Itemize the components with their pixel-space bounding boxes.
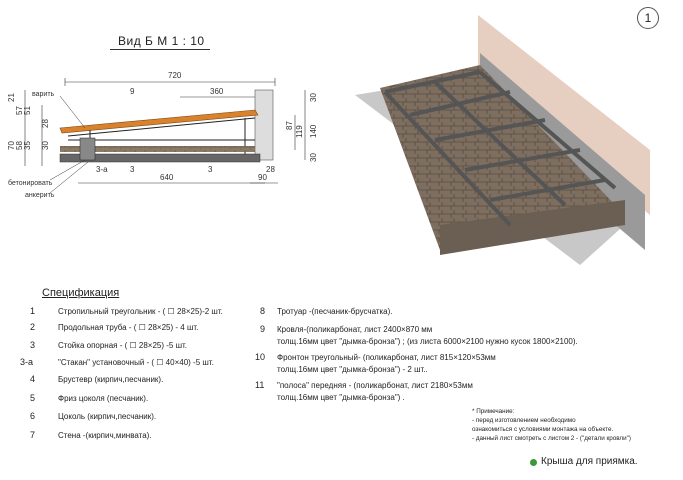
- dim-3-right: 3: [208, 165, 213, 174]
- dim-left-28: 28: [41, 119, 50, 128]
- spec-item-text: "Стакан" установочный - ( ☐ 40×40) -5 шт.: [58, 358, 214, 367]
- label-3a: 3-а: [96, 165, 108, 174]
- section-drawing: [0, 60, 340, 210]
- wall-block: [255, 90, 273, 160]
- sheet-number: 1: [637, 7, 659, 29]
- footer-title: Крыша для приямка.: [541, 456, 638, 467]
- dim-left-51: 51: [23, 106, 32, 115]
- dim-90: 90: [258, 173, 267, 182]
- dim-720: 720: [168, 71, 182, 80]
- spec-item-number: 4: [30, 374, 36, 384]
- spec-item-text: толщ.16мм цвет "дымка-бронза") .: [277, 393, 405, 402]
- spec-item-number: 10: [255, 352, 266, 362]
- notes-title: * Примечание:: [472, 408, 515, 415]
- notes-item: - данный лист смотреть с листом 2 - ("детали кровли"): [472, 435, 631, 442]
- dim-3-left: 3: [130, 165, 135, 174]
- spec-item-number: 1: [30, 306, 36, 316]
- dim-right-30: 30: [309, 93, 318, 102]
- spec-item-number: 6: [30, 411, 36, 421]
- dim-left-35: 35: [23, 141, 32, 150]
- dim-right-30b: 30: [309, 153, 318, 162]
- notes-item: ознакомиться с условиями монтажа на объекте.: [472, 426, 614, 433]
- roof-3d-render: [340, 10, 660, 272]
- dim-left-57: 57: [15, 106, 24, 115]
- spec-item-text: Кровля-(поликарбонат, лист 2400×870 мм: [277, 325, 433, 334]
- spec-item-number: 5: [30, 393, 36, 403]
- footer-bullet: [530, 459, 537, 466]
- support-post: [80, 138, 95, 160]
- view-title-underline: [110, 49, 210, 50]
- spec-item-number: 8: [260, 306, 266, 316]
- callout-ankerit: анкерить: [25, 192, 55, 199]
- dim-right-87: 87: [285, 121, 294, 130]
- callout-betonirovat: бетонировать: [8, 180, 53, 187]
- notes-item: - перед изготовлением необходимо: [472, 417, 576, 424]
- spec-item-text: толщ.16мм цвет "дымка-бронза") - 2 шт..: [277, 365, 428, 374]
- dim-left-30: 30: [41, 141, 50, 150]
- spec-item-text: Стропильный треугольник - ( ☐ 28×25)-2 шт.: [58, 307, 223, 316]
- dim-left-21: 21: [7, 93, 16, 102]
- spec-item-text: Стена -(кирпич,минвата).: [58, 431, 152, 440]
- spec-item-text: Фриз цоколя (песчаник).: [58, 394, 149, 403]
- spec-item-text: Продольная труба - ( ☐ 28×25) - 4 шт.: [58, 323, 199, 332]
- spec-item-text: "полоса" передняя - (поликарбонат, лист 2180×53мм: [277, 381, 473, 390]
- callout-varit: варить: [32, 91, 55, 98]
- dim-right-119: 119: [295, 125, 304, 138]
- spec-item-number: 11: [255, 380, 265, 390]
- spec-item-number: 3: [30, 340, 36, 350]
- dim-right-28: 28: [266, 165, 275, 174]
- spec-item-number: 7: [30, 430, 36, 440]
- notes: [472, 407, 631, 443]
- dim-left-58: 58: [15, 141, 24, 150]
- dim-640: 640: [160, 173, 174, 182]
- spec-item-text: толщ.16мм цвет "дымка-бронза") ; (из листа 6000×2100 нужно кусок 1800×2100).: [277, 337, 578, 346]
- spec-item-text: Фронтон треугольный- (поликарбонат, лист 815×120×53мм: [277, 353, 496, 362]
- spec-item-text: Цоколь (кирпич,песчаник).: [58, 412, 157, 421]
- spec-item-number: 9: [260, 324, 266, 334]
- spec-item-number: 3-а: [20, 357, 34, 367]
- spec-item-number: 2: [30, 322, 36, 332]
- spec-item-text: Брустевр (кирпич,песчаник).: [58, 375, 164, 384]
- dim-360: 360: [210, 87, 224, 96]
- roof-sheet: [60, 110, 258, 133]
- spec-title: Спецификация: [42, 287, 120, 299]
- dim-right-140: 140: [309, 124, 318, 138]
- dim-9: 9: [130, 87, 135, 96]
- spec-item-text: Тротуар -(песчаник-брусчатка).: [277, 307, 393, 316]
- spec-item-text: Стойка опорная - ( ☐ 28×25) -5 шт.: [58, 341, 187, 350]
- view-title: Вид Б М 1 : 10: [118, 34, 205, 48]
- dim-left-70: 70: [7, 141, 16, 150]
